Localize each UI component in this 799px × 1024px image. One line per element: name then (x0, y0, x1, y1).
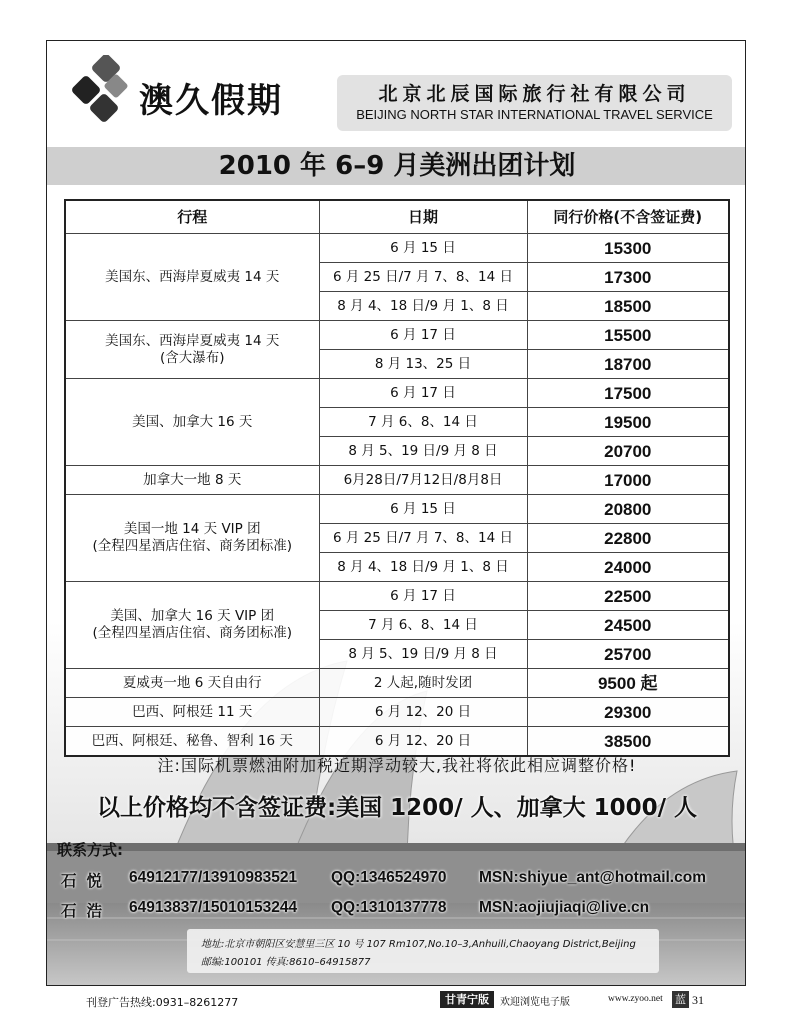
table-row (65, 495, 729, 524)
contact-name: 石浩 (61, 902, 113, 920)
contact-phone: 64913837/15010153244 (129, 899, 298, 916)
ad-hotline: 刊登广告热线:0931–8261277 (86, 996, 239, 1009)
date-cell: 6月28日/7月12日/8月8日 (319, 466, 527, 495)
welcome-text: 欢迎浏览电子版 (500, 997, 570, 1008)
date-cell: 6 月 17 日 (319, 321, 527, 350)
date-cell: 8 月 4、18 日/9 月 1、8 日 (319, 553, 527, 582)
contact-msn: MSN:shiyue_ant@hotmail.com (479, 869, 706, 886)
price-cell: 17000 (527, 466, 729, 495)
fuel-surcharge-note: 注:国际机票燃油附加税近期浮动较大,我社将依此相应调整价格! (157, 756, 637, 775)
postcode-fax-line: 邮编:100101 传真:8610–64915877 (201, 957, 371, 968)
route-cell: 美国、加拿大 16 天 (65, 379, 319, 466)
price-cell: 18700 (527, 350, 729, 379)
date-cell: 6 月 12、20 日 (319, 698, 527, 727)
table-row (65, 698, 729, 727)
price-cell: 18500 (527, 292, 729, 321)
table-row (65, 582, 729, 611)
contact-msn: MSN:aojiujiaqi@live.cn (479, 899, 650, 916)
date-cell: 8 月 5、19 日/9 月 8 日 (319, 437, 527, 466)
price-cell: 22500 (527, 582, 729, 611)
route-cell: 美国东、西海岸夏威夷 14 天 (含大瀑布) (65, 321, 319, 379)
route-cell: 巴西、阿根廷 11 天 (65, 698, 319, 727)
price-cell: 29300 (527, 698, 729, 727)
route-cell: 美国、加拿大 16 天 VIP 团 (全程四星酒店住宿、商务团标准) (65, 582, 319, 669)
date-cell: 8 月 4、18 日/9 月 1、8 日 (319, 292, 527, 321)
table-row (65, 466, 729, 495)
price-cell: 25700 (527, 640, 729, 669)
col-header-route: 行程 (65, 200, 319, 234)
route-cell: 夏威夷一地 6 天自由行 (65, 669, 319, 698)
route-cell: 美国东、西海岸夏威夷 14 天 (65, 234, 319, 321)
date-cell: 6 月 25 日/7 月 7、8、14 日 (319, 263, 527, 292)
tour-schedule-table (64, 199, 730, 757)
table-row (65, 379, 729, 408)
col-header-price: 同行价格(不含签证费) (527, 200, 729, 234)
date-cell: 6 月 12、20 日 (319, 727, 527, 757)
contact-name: 石悦 (61, 872, 113, 890)
price-cell: 20800 (527, 495, 729, 524)
date-cell: 8 月 5、19 日/9 月 8 日 (319, 640, 527, 669)
route-cell: 加拿大一地 8 天 (65, 466, 319, 495)
date-cell: 8 月 13、25 日 (319, 350, 527, 379)
contact-label: 联系方式: (57, 841, 123, 859)
route-cell: 巴西、阿根廷、秘鲁、智利 16 天 (65, 727, 319, 757)
price-cell: 17500 (527, 379, 729, 408)
date-cell: 6 月 17 日 (319, 582, 527, 611)
date-cell: 2 人起,随时发团 (319, 669, 527, 698)
color-tag: 蓝 (672, 991, 689, 1008)
date-cell: 6 月 25 日/7 月 7、8、14 日 (319, 524, 527, 553)
price-cell: 24000 (527, 553, 729, 582)
contact-phone: 64912177/13910983521 (129, 869, 298, 886)
table-header-row (65, 200, 729, 234)
site-url[interactable]: www.zyoo.net (608, 994, 663, 1004)
footer-edition (440, 991, 740, 1009)
date-cell: 6 月 15 日 (319, 495, 527, 524)
visa-fee-note: 以上价格均不含签证费:美国 1200/ 人、加拿大 1000/ 人 (96, 795, 698, 821)
price-cell: 38500 (527, 727, 729, 757)
price-cell: 19500 (527, 408, 729, 437)
date-cell: 6 月 15 日 (319, 234, 527, 263)
col-header-date: 日期 (319, 200, 527, 234)
table-row (65, 669, 729, 698)
agency-name-cn: 北京北辰国际旅行社有限公司 (378, 83, 691, 105)
page-frame (46, 40, 746, 986)
table-row (65, 321, 729, 350)
agency-banner (337, 75, 732, 131)
contact-qq: QQ:1346524970 (331, 869, 447, 886)
agency-name-en: BEIJING NORTH STAR INTERNATIONAL TRAVEL SERVICE (356, 107, 713, 122)
address-box (187, 929, 659, 973)
address-line: 地址:北京市朝阳区安慧里三区 10 号 107 Rm107,No.10–3,Anhuili,Chaoyang District,Beijing (201, 939, 636, 950)
contact-row (61, 899, 741, 921)
table-row (65, 234, 729, 263)
price-cell: 24500 (527, 611, 729, 640)
price-cell: 15300 (527, 234, 729, 263)
edition-tag: 甘青宁版 (440, 991, 494, 1008)
title-band (47, 147, 746, 185)
route-cell: 美国一地 14 天 VIP 团 (全程四星酒店住宿、商务团标准) (65, 495, 319, 582)
brand-logo-icon (69, 55, 139, 125)
price-cell: 20700 (527, 437, 729, 466)
price-cell: 22800 (527, 524, 729, 553)
table-row (65, 727, 729, 757)
contact-row (61, 869, 741, 891)
date-cell: 7 月 6、8、14 日 (319, 611, 527, 640)
page-number: 31 (692, 993, 704, 1007)
page-title: 2010 年 6–9 月美洲出团计划 (218, 151, 576, 181)
price-cell: 9500 起 (527, 669, 729, 698)
brand-name: 澳久假期 (139, 81, 283, 121)
price-cell: 15500 (527, 321, 729, 350)
date-cell: 7 月 6、8、14 日 (319, 408, 527, 437)
date-cell: 6 月 17 日 (319, 379, 527, 408)
contact-qq: QQ:1310137778 (331, 899, 447, 916)
price-cell: 17300 (527, 263, 729, 292)
